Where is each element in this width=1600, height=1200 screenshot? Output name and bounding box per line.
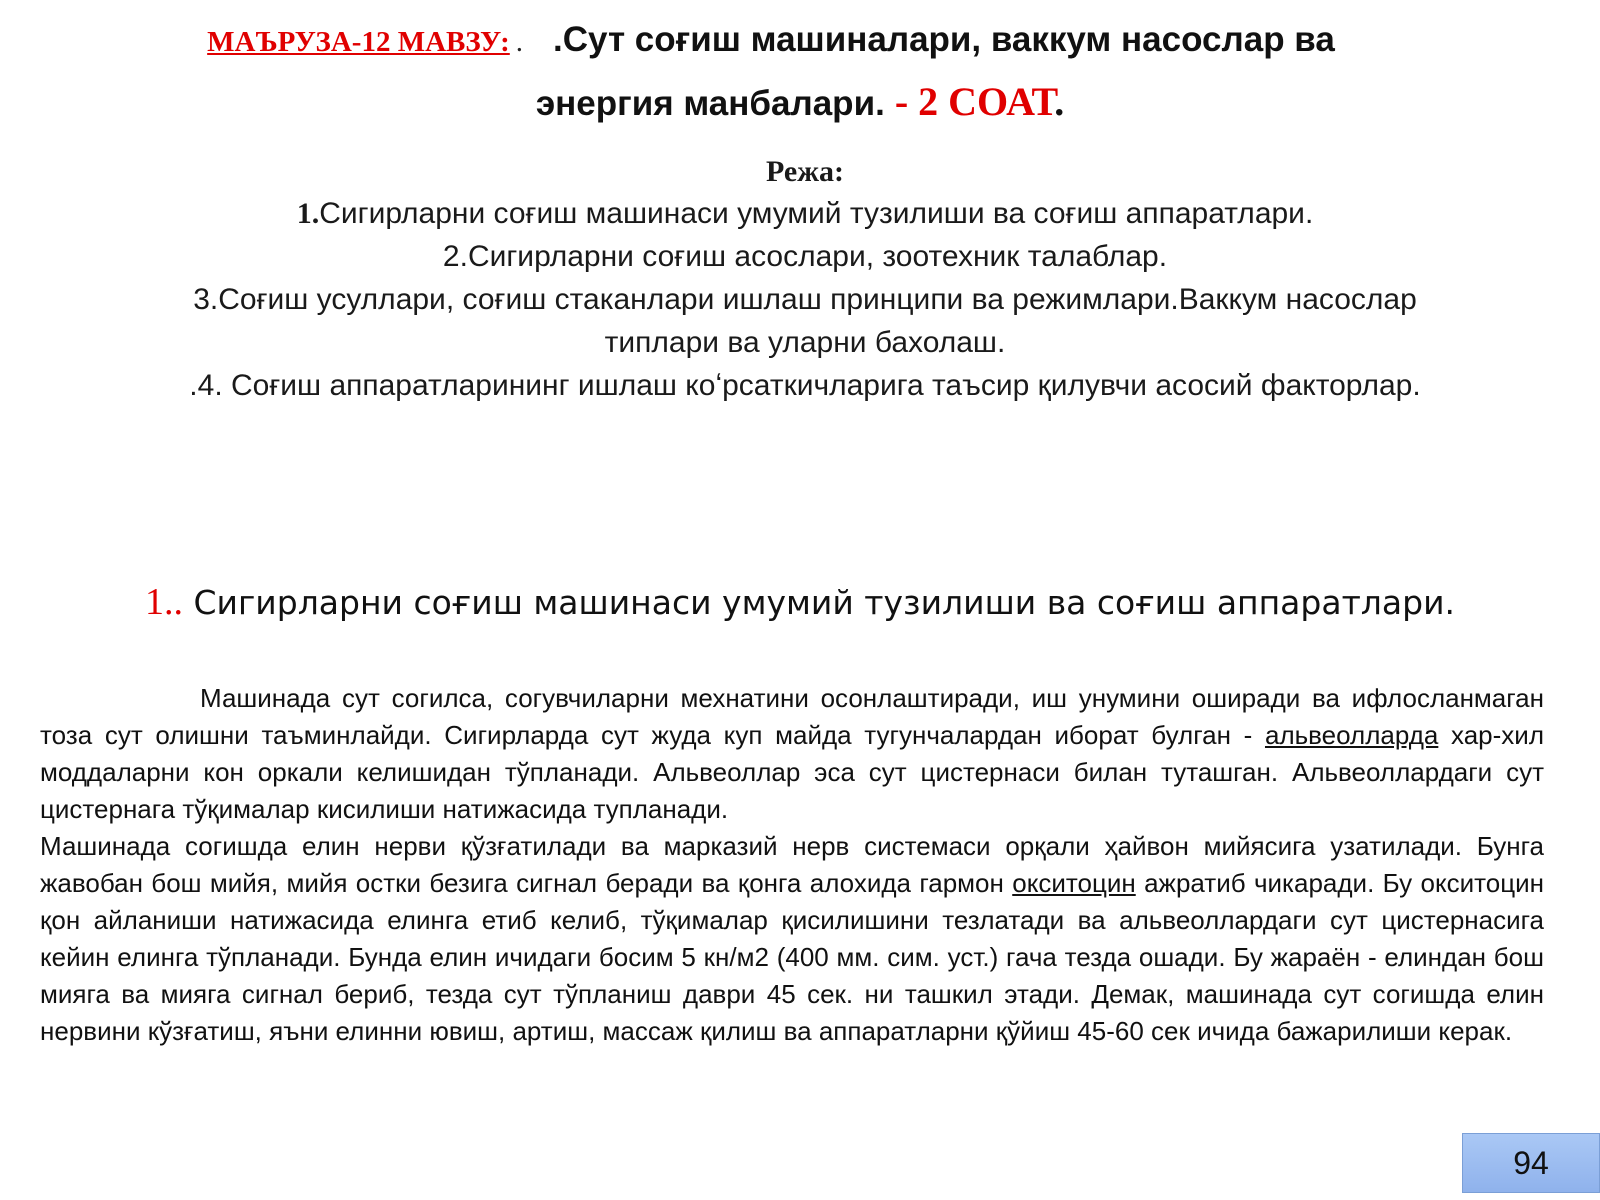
plan-item-1-text: Сигирларни соғиш машинаси умумий тузилиши ва соғиш аппаратлари. (319, 197, 1314, 230)
lecture-label: МАЪРУЗА-12 МАВЗУ: (207, 26, 510, 58)
section-title: Сигирларни соғиш машинаси умумий тузилиши ва соғиш аппаратлари. (182, 583, 1455, 622)
paragraph-1-text-b: хар-хил моддаларни кон оркали келишидан тўпланади. Альвеоллар эса сут цистернаси билан туташган. Альвеоллардаги сут цистернага тўқималар кисилиши натижасида тупланади. (40, 720, 1544, 824)
section-heading (0, 580, 1600, 624)
paragraph-2 (40, 828, 1544, 1050)
plan-item-1 (40, 192, 1570, 235)
plan-item-2: 2.Сигирларни соғиш асослари, зоотехник талаблар. (442, 240, 1168, 273)
label-separator: . (515, 26, 524, 58)
lecture-plan (40, 152, 1570, 407)
plan-item-1-number: 1. (296, 197, 320, 230)
title-end-mark: . (1054, 79, 1065, 124)
section-number: 1.. (144, 581, 183, 623)
paragraph-1 (40, 680, 1544, 828)
paragraph-1-text-a: Машинада сут согилса, согувчиларни мехнатини осонлаштиради, иш унумини оширади ва ифлосланмаган тоза сут олишни таъминлайди. Сигирларда сут жуда куп майда тугунчалардан иборат булган - (40, 683, 1544, 750)
title-line-1 (0, 20, 1600, 60)
topic-title-line-1: .Сут соғиш машиналари, ваккум насослар ва (553, 20, 1335, 59)
plan-item-3-line-1: 3.Соғиш усуллари, соғиш стаканлари ишлаш принципи ва режимлари.Ваккум насослар (193, 283, 1417, 316)
topic-title-line-2: энергия манбалари. (535, 84, 885, 123)
oxytocin-link[interactable]: окситоцин (1012, 868, 1136, 898)
title-line-2 (0, 78, 1600, 125)
page-number-badge: 94 (1462, 1133, 1600, 1193)
hours-label: - 2 СОАТ (884, 79, 1055, 124)
paragraph-2-text-b: ажратиб чикаради. Бу окситоцин қон айланиши натижасида елинга етиб келиб, тўқималар қисилишини тезлатади ва альвеоллардаги сут цистернасига кейин елинга тўпланади. Бунда елин ичидаги босим 5 кн/м2 (400 мм. сим. уст.) гача тезда ошади. Бу жараён - елиндан бош мияга ва мияга сигнал бериб, тезда сут тўпланиш даври 45 сек. ни ташкил этади. Демак, машинада сут согишда елин нервини кўзғатиш, яъни елинни ювиш, артиш, массаж қилиш ва аппаратларни қўйиш 45-60 сек ичида бажарилиши керак. (40, 868, 1544, 1046)
plan-heading: Режа: (766, 155, 844, 188)
alveoli-link[interactable]: альвеолларда (1264, 720, 1439, 750)
plan-item-3-line-2: типлари ва уларни бахолаш. (604, 326, 1006, 359)
plan-item-4: .4. Соғиш аппаратларининг ишлаш коʻрсаткичларига таъсир қилувчи асосий факторлар. (189, 369, 1421, 402)
body-text (40, 680, 1544, 1050)
paragraph-2-text-a: Машинада согишда елин нерви қўзғатилади ва марказий нерв системаси орқали ҳайвон мийясига узатилади. Бунга жавобан бош мийя, мийя остки безига сигнал беради ва қонга алохида гармон (40, 831, 1544, 898)
